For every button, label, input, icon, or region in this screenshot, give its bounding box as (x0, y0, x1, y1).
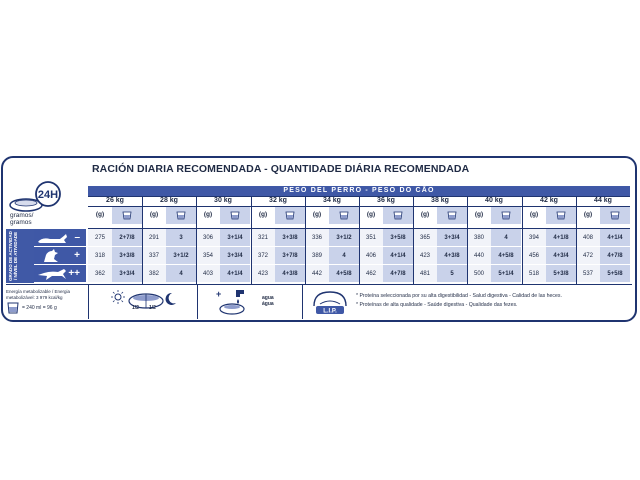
grams-cell: 472 (576, 247, 600, 265)
fraction-left: 1/2 (132, 305, 139, 311)
lip-logo-icon (310, 288, 350, 316)
fraction-right: 1/2 (149, 305, 156, 311)
water-label: agua água (262, 295, 274, 307)
column-divider (467, 196, 468, 284)
cup-header (220, 206, 250, 224)
cups-cell: 4+7/8 (600, 247, 630, 265)
water-bowl-icon (212, 288, 262, 316)
activity-label: GRADO DE ACTIVIDAD / NÍVEL DE ATIVIDADE (8, 231, 18, 281)
cups-cell: 4+1/4 (383, 247, 413, 265)
grams-unit-header: (g) (366, 211, 376, 218)
svg-text:+: + (216, 289, 222, 299)
weight-label: 40 kg (485, 197, 503, 204)
cups-cell: 3+1/2 (166, 247, 196, 265)
activity-row-medium (34, 247, 86, 265)
footer-divider (302, 285, 303, 319)
grams-cell: 291 (142, 229, 166, 247)
grams-unit-header: (g) (312, 211, 322, 218)
grams-cell: 462 (359, 265, 383, 283)
measuring-cup-icon (122, 210, 132, 228)
cups-cell: 3+3/8 (275, 229, 305, 247)
measuring-cup-icon (339, 210, 349, 228)
badge-text: 24H (37, 189, 59, 201)
cup-equivalence: = 240 ml = 96 g (22, 305, 57, 311)
measuring-cup-icon (285, 210, 295, 228)
grams-cell: 337 (142, 247, 166, 265)
grams-cell: 440 (467, 247, 491, 265)
footnote: * Proteínas de alta qualidade - Saúde digestiva - Qualidade das fezes. (356, 302, 518, 308)
cups-cell: 3+3/4 (437, 229, 467, 247)
column-divider (576, 196, 577, 284)
cup-header (383, 206, 413, 224)
grams-label: gramos/ gramos (10, 212, 34, 226)
measuring-cup-icon (556, 210, 566, 228)
cups-cell: 3+3/8 (112, 247, 142, 265)
cup-header (546, 206, 576, 224)
resting-dog-icon (36, 231, 70, 245)
weight-label: 38 kg (431, 197, 449, 204)
cup-header (437, 206, 467, 224)
column-divider (251, 196, 252, 284)
cups-cell: 2+7/8 (112, 229, 142, 247)
grams-cell: 537 (576, 265, 600, 283)
column-divider (359, 196, 360, 284)
grams-cell: 354 (196, 247, 220, 265)
cups-cell: 5+3/8 (546, 265, 576, 283)
cups-cell: 3+5/8 (383, 229, 413, 247)
activity-row-low (34, 229, 86, 247)
sitting-dog-icon (36, 249, 70, 263)
grams-cell: 423 (251, 265, 275, 283)
column-divider (196, 196, 197, 284)
column-divider (142, 196, 143, 284)
weight-label: 32 kg (269, 197, 287, 204)
weight-label: 42 kg (540, 197, 558, 204)
grams-cell: 321 (251, 229, 275, 247)
cups-cell: 4+5/8 (491, 247, 521, 265)
grams-unit-header: (g) (258, 211, 268, 218)
clock-bowl-icon (8, 180, 66, 214)
cups-cell: 4+3/8 (275, 265, 305, 283)
cups-cell: 4+3/4 (546, 247, 576, 265)
grams-cell: 275 (88, 229, 112, 247)
table-rule (88, 206, 630, 207)
grams-cell: 406 (359, 247, 383, 265)
grams-cell: 408 (576, 229, 600, 247)
weight-label: 44 kg (594, 197, 612, 204)
column-divider (305, 196, 306, 284)
grams-unit-header: (g) (149, 211, 159, 218)
grams-cell: 380 (467, 229, 491, 247)
cup-header (112, 206, 142, 224)
grams-cell: 442 (305, 265, 329, 283)
activity-sign: – (74, 232, 80, 243)
cups-cell: 4+1/8 (546, 229, 576, 247)
measuring-cup-icon (230, 210, 240, 228)
grams-cell: 336 (305, 229, 329, 247)
grams-cell: 423 (413, 247, 437, 265)
cups-cell: 3+7/8 (275, 247, 305, 265)
footer-divider (88, 285, 89, 319)
cups-cell: 4+3/8 (437, 247, 467, 265)
grams-cell: 456 (522, 247, 546, 265)
cups-cell: 4+1/4 (600, 229, 630, 247)
weight-label: 30 kg (214, 197, 232, 204)
cup-header (491, 206, 521, 224)
grams-cell: 306 (196, 229, 220, 247)
measuring-cup-icon (6, 302, 20, 314)
grams-cell: 382 (142, 265, 166, 283)
cups-cell: 3 (166, 229, 196, 247)
grams-cell: 403 (196, 265, 220, 283)
cups-cell: 4+5/8 (329, 265, 359, 283)
twice-daily-feeding-icon (108, 289, 188, 317)
weight-label: 36 kg (377, 197, 395, 204)
grams-cell: 518 (522, 265, 546, 283)
grams-cell: 481 (413, 265, 437, 283)
grams-unit-header: (g) (474, 211, 484, 218)
cup-header (329, 206, 359, 224)
energy-label: Energía metabolizable / Energia metabolizável: 3 979 kcal/kg (6, 289, 71, 300)
table-rule (88, 228, 630, 229)
weight-label: 26 kg (106, 197, 124, 204)
footnote: * Proteína seleccionada por su alta digestibilidad - Salud digestiva - Calidad de las heces. (356, 293, 562, 299)
grams-cell: 394 (522, 229, 546, 247)
cups-cell: 4 (329, 247, 359, 265)
grams-cell: 365 (413, 229, 437, 247)
grams-cell: 318 (88, 247, 112, 265)
grams-cell: 372 (251, 247, 275, 265)
measuring-cup-icon (447, 210, 457, 228)
measuring-cup-icon (176, 210, 186, 228)
grams-unit-header: (g) (420, 211, 430, 218)
table-rule (88, 196, 630, 197)
grams-cell: 362 (88, 265, 112, 283)
grams-cell: 500 (467, 265, 491, 283)
activity-row-high (34, 265, 86, 283)
column-divider (413, 196, 414, 284)
cups-cell: 3+1/4 (220, 229, 250, 247)
cup-header (600, 206, 630, 224)
activity-sign: + (74, 250, 80, 261)
measuring-cup-icon (501, 210, 511, 228)
cups-cell: 5 (437, 265, 467, 283)
weight-label: 28 kg (160, 197, 178, 204)
cup-header (275, 206, 305, 224)
column-divider (522, 196, 523, 284)
cups-cell: 3+1/2 (329, 229, 359, 247)
running-dog-icon (36, 267, 70, 281)
grams-unit-header: (g) (203, 211, 213, 218)
grams-unit-header: (g) (95, 211, 105, 218)
measuring-cup-icon (610, 210, 620, 228)
footer-rule (6, 284, 632, 285)
table-title: RACIÓN DIARIA RECOMENDADA - QUANTIDADE DIÁRIA RECOMENDADA (92, 163, 470, 175)
activity-sign: ++ (68, 268, 80, 279)
grams-unit-header: (g) (529, 211, 539, 218)
cups-cell: 4+7/8 (383, 265, 413, 283)
cups-cell: 4 (491, 229, 521, 247)
grams-unit-header: (g) (583, 211, 593, 218)
cups-cell: 5+1/4 (491, 265, 521, 283)
measuring-cup-icon (393, 210, 403, 228)
footer-divider (197, 285, 198, 319)
cups-cell: 4+1/4 (220, 265, 250, 283)
cup-header (166, 206, 196, 224)
dog-weight-header: PESO DEL PERRO - PESO DO CÃO (88, 186, 630, 196)
cups-cell: 3+3/4 (220, 247, 250, 265)
lip-label: L.I.P. (323, 308, 337, 315)
grams-cell: 351 (359, 229, 383, 247)
cups-cell: 3+3/4 (112, 265, 142, 283)
weight-label: 34 kg (323, 197, 341, 204)
cups-cell: 4 (166, 265, 196, 283)
grams-cell: 389 (305, 247, 329, 265)
cups-cell: 5+5/8 (600, 265, 630, 283)
